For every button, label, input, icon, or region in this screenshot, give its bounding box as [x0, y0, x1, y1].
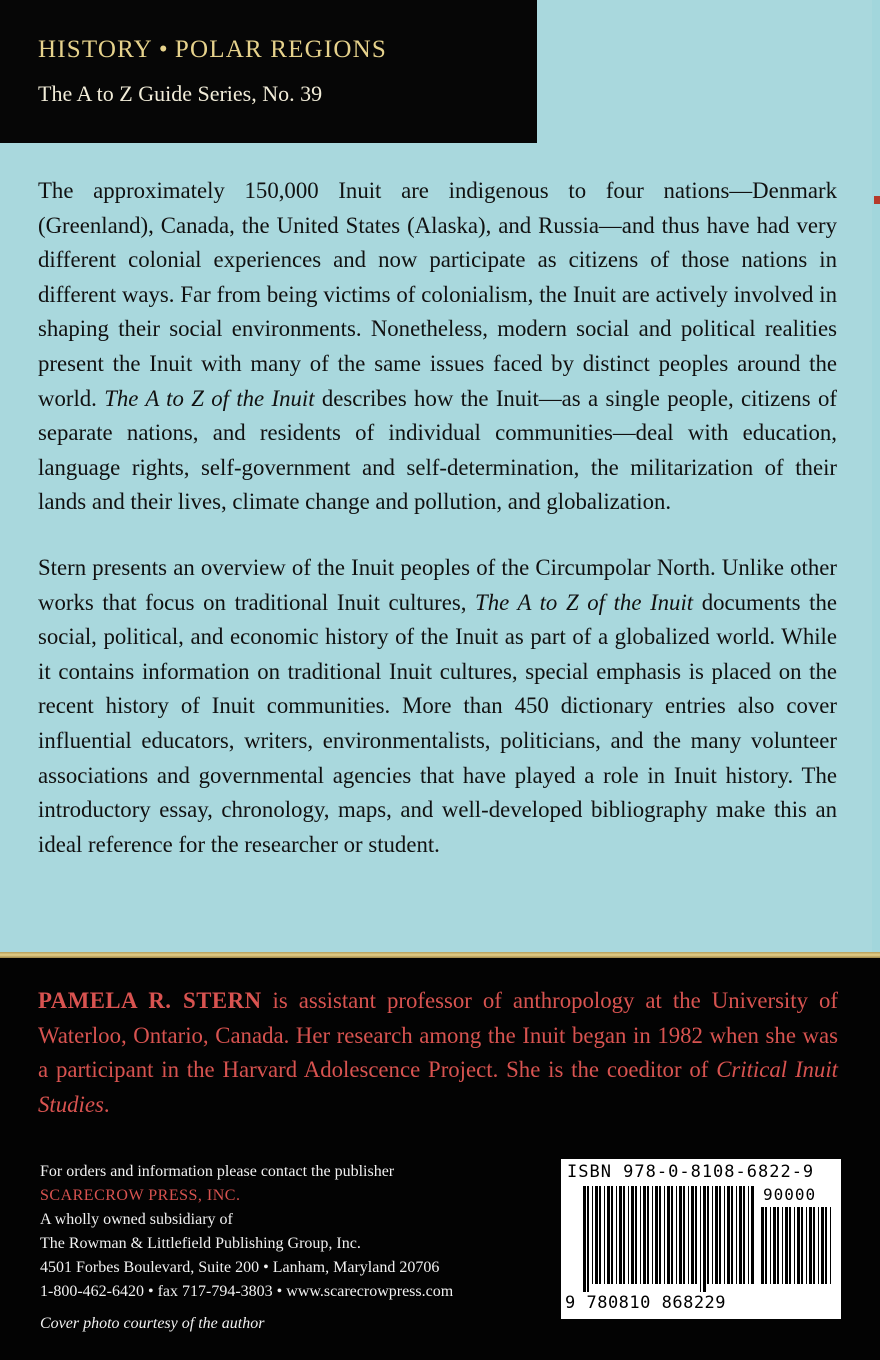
barcode-bar: [643, 1186, 646, 1284]
isbn-barcode: [561, 1159, 841, 1319]
barcode-bar: [712, 1186, 713, 1284]
photo-credit: Cover photo courtesy of the author: [40, 1315, 265, 1332]
barcode-bar: [595, 1186, 598, 1284]
publisher-name: SCARECROW PRESS, INC.: [40, 1187, 241, 1204]
category-label: [38, 36, 387, 64]
barcode-bar: [640, 1186, 641, 1284]
barcode-bar: [607, 1186, 610, 1284]
ean-digits: 9 780810 868229: [565, 1293, 727, 1313]
subsidiary-line: A wholly owned subsidiary of: [40, 1211, 233, 1228]
book-title: The A to Z of the Inuit: [475, 589, 694, 615]
price-code: 90000: [763, 1185, 817, 1204]
barcode-bar: [825, 1207, 827, 1284]
barcode-bar: [821, 1207, 824, 1284]
barcode-bar: [739, 1186, 742, 1284]
barcode-bar: [619, 1186, 622, 1284]
barcode-bar: [830, 1207, 831, 1284]
barcode-bar: [683, 1186, 685, 1284]
barcode-bar: [736, 1186, 737, 1284]
barcode-bar: [695, 1186, 697, 1284]
barcode-bar: [628, 1186, 629, 1284]
barcode-bar: [611, 1186, 613, 1284]
barcode-bar: [715, 1186, 718, 1284]
barcode-bar: [751, 1186, 754, 1284]
barcode-bar: [659, 1186, 661, 1284]
barcode-bar: [671, 1186, 673, 1284]
author-bio: PAMELA R. STERN is assistant professor of anthropology at the University of Waterloo, Ontario, Canada. Her research among the Inuit began in 1982 when she was a participant in the Harvard Adolescence Project. She is the coeditor of Critical Inuit Studies.: [38, 988, 839, 1117]
barcode-bar: [707, 1186, 709, 1284]
barcode-bar: [773, 1207, 776, 1284]
parent-company: The Rowman & Littlefield Publishing Group, Inc.: [40, 1235, 361, 1252]
series-title: The A to Z Guide Series, No. 39: [38, 81, 323, 106]
barcode-bar: [667, 1186, 670, 1284]
coedited-publication: Critical Inuit Studies: [38, 1057, 838, 1117]
barcode-bar: [691, 1186, 694, 1284]
description-paragraph-2: Stern presents an overview of the Inuit peoples of the Circumpolar North. Unlike other works that focus on traditional Inuit cultures, The A to Z of the Inuit documents the social, political, and economic history of the Inuit as part of a globalized world. While it contains information on traditional Inuit cultures, special emphasis is placed on the recent history of Inuit communities. More than 450 dictionary entries also cover influential educators, writers, environmentalists, politicians, and the many volunteer associations and governmental agencies that have played a role in Inuit history. The introductory essay, chronology, maps, and well-developed bibliography make this an ideal reference for the researcher or student.: [38, 554, 837, 857]
barcode-bar: [655, 1186, 658, 1284]
addon-barcode-icon: [761, 1207, 835, 1292]
barcode-bar: [801, 1207, 803, 1284]
barcode-bar: [765, 1207, 767, 1284]
barcode-bar: [664, 1186, 665, 1284]
barcode-bar: [604, 1186, 605, 1284]
barcode-bar: [731, 1186, 733, 1284]
category-separator: •: [158, 36, 169, 63]
barcode-bar: [700, 1186, 701, 1292]
barcode-bar: [703, 1186, 706, 1292]
barcode-bar: [782, 1207, 783, 1284]
barcode-bar: [806, 1207, 807, 1284]
isbn-label: ISBN 978-0-8108-6822-9: [567, 1162, 815, 1182]
barcode-bar: [676, 1186, 677, 1284]
barcode-bar: [616, 1186, 617, 1284]
barcode-bar: [583, 1186, 586, 1292]
barcode-bar: [789, 1207, 791, 1284]
barcode-bar: [809, 1207, 812, 1284]
barcode-bar: [770, 1207, 771, 1284]
barcode-bar: [743, 1186, 745, 1284]
right-edge-strip: [872, 0, 880, 958]
barcode-bar: [761, 1207, 764, 1284]
barcode-bar: [652, 1186, 653, 1284]
barcode-bar: [724, 1186, 725, 1284]
ean-barcode-icon: [583, 1186, 755, 1292]
edge-mark: [874, 196, 880, 204]
description-paragraph-1: The approximately 150,000 Inuit are indigenous to four nations—Denmark (Greenland), Canada, the United States (Alaska), and Russia—and thus have had very different colonial experiences and now participate as citizens of those nations in different ways. Far from being victims of colonialism, the Inuit are actively involved in shaping their social environments. Nonetheless, modern social and political realities present the Inuit with many of the same issues faced by distinct peoples around the world. The A to Z of the Inuit describes how the Inuit—as a single people, citizens of separate nations, and residents of individual communities—deal with education, language rights, self-government and self-determination, the militarization of their lands and their lives, climate change and pollution, and globalization.: [38, 178, 837, 515]
order-contact-line: For orders and information please contact the publisher: [40, 1163, 395, 1180]
publisher-address: 4501 Forbes Boulevard, Suite 200 • Lanham, Maryland 20706: [40, 1259, 440, 1276]
barcode-bar: [592, 1186, 593, 1284]
barcode-bar: [587, 1186, 589, 1292]
barcode-bar: [794, 1207, 795, 1284]
category-history: HISTORY: [38, 36, 153, 63]
barcode-bar: [818, 1207, 819, 1284]
barcode-bar: [688, 1186, 689, 1284]
author-name: PAMELA R. STERN: [38, 988, 262, 1013]
barcode-bar: [599, 1186, 601, 1284]
publisher-contact: 1-800-462-6420 • fax 717-794-3803 • www.scarecrowpress.com: [40, 1283, 454, 1300]
barcode-bar: [719, 1186, 721, 1284]
category-polar-regions: POLAR REGIONS: [174, 36, 388, 63]
barcode-bar: [635, 1186, 637, 1284]
barcode-bar: [777, 1207, 779, 1284]
barcode-bar: [647, 1186, 649, 1284]
barcode-bar: [679, 1186, 682, 1284]
barcode-bar: [631, 1186, 634, 1284]
publisher-info: [40, 1160, 540, 1336]
series-header: [0, 0, 537, 143]
barcode-bar: [623, 1186, 625, 1284]
book-description: [38, 174, 837, 893]
barcode-bar: [727, 1186, 730, 1284]
book-title: The A to Z of the Inuit: [104, 385, 315, 411]
barcode-bar: [785, 1207, 788, 1284]
barcode-bar: [813, 1207, 815, 1284]
barcode-bar: [748, 1186, 749, 1284]
barcode-bar: [797, 1207, 800, 1284]
